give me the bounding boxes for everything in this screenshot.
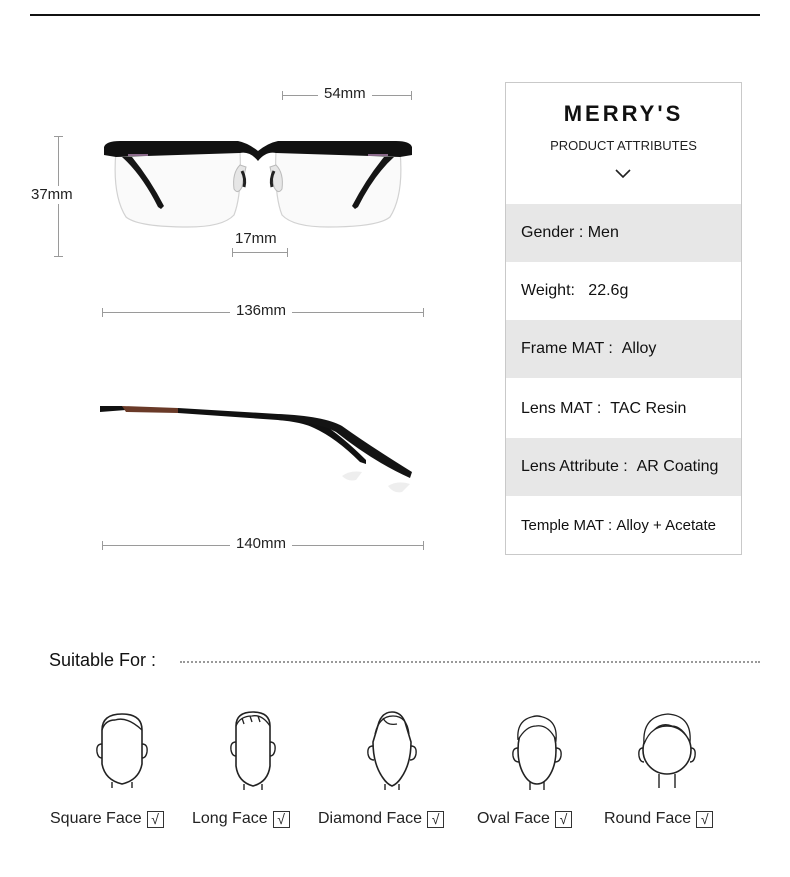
face-name: Diamond Face xyxy=(318,810,423,827)
attribute-value: Men xyxy=(587,224,619,241)
glasses-side-view xyxy=(98,400,418,500)
product-attributes-panel xyxy=(505,82,742,555)
lens-width-label: 54mm xyxy=(318,85,372,103)
attribute-label: Lens Attribute : xyxy=(521,458,628,475)
long-face-label xyxy=(192,810,290,828)
oval-face-icon xyxy=(502,708,572,790)
square-face-label xyxy=(50,810,164,828)
checkmark-icon: √ xyxy=(273,811,290,828)
attribute-label: Lens MAT : xyxy=(521,400,602,417)
attribute-value: Alloy + Acetate xyxy=(616,516,716,534)
glasses-front-view xyxy=(98,135,418,235)
round-face-icon xyxy=(632,708,702,790)
temple-length-label: 140mm xyxy=(230,535,292,553)
attribute-label: Temple MAT : xyxy=(521,516,613,534)
attribute-value: 22.6g xyxy=(588,282,629,299)
checkmark-icon: √ xyxy=(147,811,164,828)
face-name: Oval Face xyxy=(477,810,550,827)
face-name: Long Face xyxy=(192,810,268,827)
top-divider xyxy=(30,14,760,16)
attribute-temple-material xyxy=(506,496,741,554)
attribute-value: TAC Resin xyxy=(610,400,687,417)
face-name: Round Face xyxy=(604,810,692,827)
attribute-weight xyxy=(506,262,741,320)
checkmark-icon: √ xyxy=(427,811,444,828)
attribute-lens-attribute xyxy=(506,438,741,496)
frame-width-label: 136mm xyxy=(230,302,292,320)
dotted-divider xyxy=(180,661,760,663)
attribute-value: AR Coating xyxy=(636,458,719,475)
attribute-gender xyxy=(506,204,741,262)
attribute-frame-material xyxy=(506,320,741,378)
chevron-down-icon xyxy=(614,165,632,183)
diamond-face-label xyxy=(318,810,444,828)
attribute-value: Alloy xyxy=(621,340,657,357)
attribute-label: Weight: xyxy=(521,282,575,299)
checkmark-icon: √ xyxy=(696,811,713,828)
face-name: Square Face xyxy=(50,810,142,827)
brand-logo: MERRY'S xyxy=(563,101,684,126)
diamond-face-icon xyxy=(357,708,427,790)
bridge-width-line xyxy=(232,252,288,253)
attribute-lens-material xyxy=(506,380,741,438)
panel-subtitle: PRODUCT ATTRIBUTES xyxy=(550,138,697,153)
square-face-icon xyxy=(87,708,157,790)
suitable-for-title: Suitable For : xyxy=(49,650,157,670)
lens-height-label: 37mm xyxy=(25,186,79,204)
bridge-width-label: 17mm xyxy=(229,230,283,248)
long-face-icon xyxy=(218,708,288,790)
attribute-label: Gender : xyxy=(521,224,584,241)
attribute-label: Frame MAT : xyxy=(521,340,613,357)
round-face-label xyxy=(604,810,713,828)
checkmark-icon: √ xyxy=(555,811,572,828)
oval-face-label xyxy=(477,810,572,828)
